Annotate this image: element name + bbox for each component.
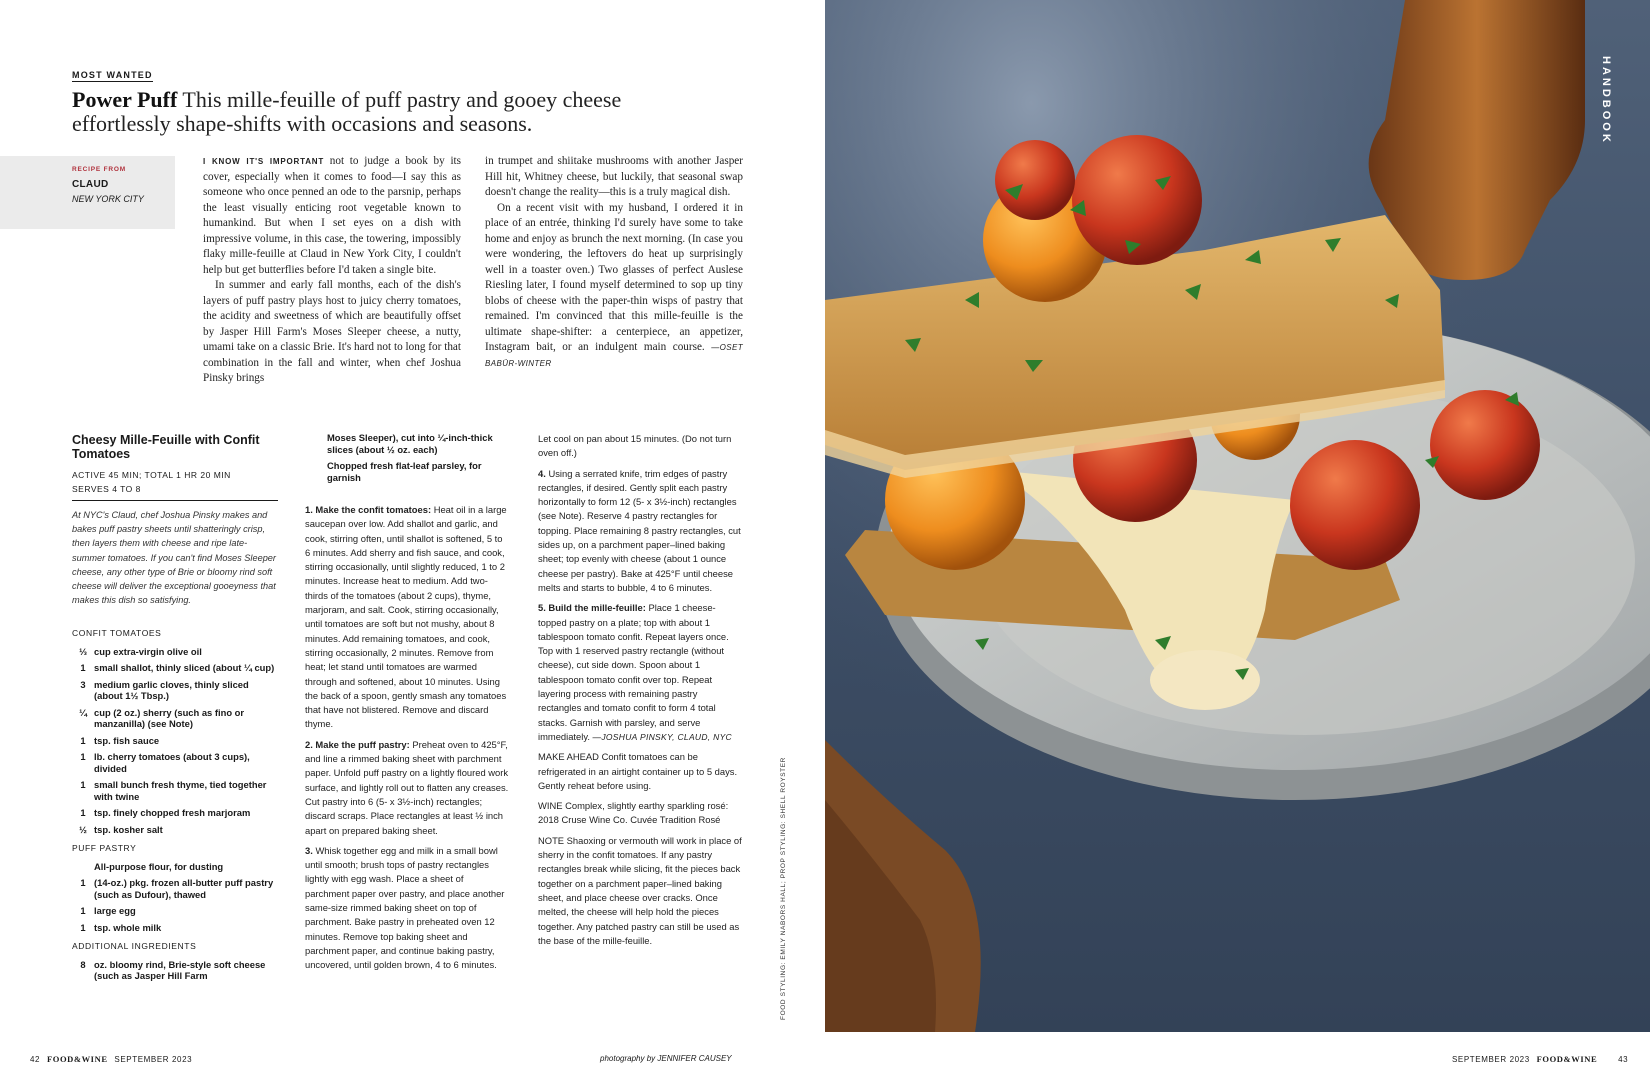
ingredient-text: Chopped fresh flat-leaf parsley, for garnish	[327, 460, 482, 483]
ingredient-quantity: 1	[80, 734, 86, 746]
ingredient-text: tsp. whole milk	[94, 921, 162, 933]
recipe-step: Let cool on pan about 15 minutes. (Do not turn oven off.)	[538, 433, 732, 459]
food-photo	[825, 0, 1650, 1032]
ingredient-text: cup extra-virgin olive oil	[94, 645, 202, 657]
magazine-logo: FOOD&WINE	[1536, 1054, 1598, 1064]
recipe-step: 1. Make the confit tomatoes: Heat oil in a large saucepan over low. Add shallot and garlic, and cook, stirring often, until shallot is softened, 5 to 6 minutes. Add sherry and fish sauce, and cook, stirring occasionally, until slightly reduced, 1 to 2 minutes. Increase heat to medium. Add two-thirds of the tomatoes (about 2 cups), thyme, marjoram, and salt. Cook, stirring occasionally, until tomatoes are soft but not mushy, about 8 minutes. Add remaining tomatoes, and cook, stirring occasionally, 2 minutes. Remove from heat; let stand until tomatoes are warmed through and softened, about 10 minutes. Using the back of a spoon, gently smash any tomatoes that have not blistered. Remove and discard thyme.	[305, 504, 507, 730]
ingredient-quantity: 1	[80, 751, 86, 762]
ingredient-row	[72, 905, 278, 917]
ingredient-text: cup (2 oz.) sherry (such as fino or manzanilla) (see Note)	[94, 706, 245, 729]
ingredient-text: tsp. kosher salt	[94, 823, 163, 835]
ingredient-row	[72, 807, 278, 819]
ingredient-quantity: 1	[80, 905, 86, 916]
ingredient-text: oz. bloomy rind, Brie-style soft cheese (such as Jasper Hill Farm	[94, 958, 266, 981]
mille-feuille-illustration	[825, 0, 1650, 1032]
ingredient-row	[72, 824, 278, 836]
ingredient-text: small bunch fresh thyme, tied together with twine	[94, 779, 267, 802]
recipe-divider	[72, 500, 278, 501]
article-column-1	[203, 154, 461, 387]
stylist-credit: FOOD STYLING: EMILY NABORS HALL; PROP STYLING: SHELL ROYSTER	[780, 757, 787, 1020]
ingredient-row	[72, 877, 278, 900]
ingredient-row	[72, 662, 278, 674]
article-column-2	[485, 154, 743, 371]
ingredient-row	[72, 751, 278, 774]
recipe-title: Cheesy Mille-Feuille with Confit Tomatoes	[72, 433, 260, 461]
ingredients-continued	[305, 432, 495, 488]
folio-right	[1452, 1054, 1628, 1064]
ingredient-quantity: 1	[80, 779, 86, 790]
ingredient-list-confit	[72, 646, 278, 836]
headline-dek: This mille-feuille of puff pastry and gooey cheese effortlessly shape-shifts with occasions and seasons.	[72, 87, 622, 136]
ingredient-quantity	[305, 432, 327, 455]
ingredient-text: Moses Sleeper), cut into ¼-inch-thick slices (about ½ oz. each)	[327, 432, 493, 455]
source-restaurant: CLAUD	[72, 179, 109, 190]
ingredient-text: small shallot, thinly sliced (about ¼ cup)	[94, 662, 275, 673]
ingredient-quantity: 1	[80, 921, 86, 933]
article-paragraph: In summer and early fall months, each of the dish's layers of puff pastry plays host to juicy cherry tomatoes, the acidity and sweetness of which are beautifully offset by Jasper Hill Farm's Moses Sleeper cheese, a nutty, umami take on a classic Brie. It's hard not to long for that combination in the fall and winter, when chef Joshua Pinsky brings	[203, 279, 461, 384]
ingredient-quantity	[72, 861, 94, 873]
steps-column-3	[538, 432, 742, 954]
ingredient-quantity: 8	[80, 958, 86, 970]
recipe-step: 5. Build the mille-feuille: Place 1 cheese-topped pastry on a plate; top with about 1 tablespoon tomato confit. Repeat layers once. Top with 1 reserved pastry rectangle (without cheese), cut side down. Spoon about 1 tablespoon tomato confit over top. Repeat layering process with remaining pastry rectangles and tomato confit to form 4 total stacks. Garnish with parsley, and serve immediately. —JOSHUA PINSKY, CLAUD, NYC	[538, 602, 732, 742]
ingredient-quantity: 1	[80, 807, 86, 818]
ingredient-list-puff	[72, 861, 278, 934]
magazine-logo: FOOD&WINE	[46, 1054, 108, 1064]
ingredient-row	[72, 646, 278, 658]
source-city: NEW YORK CITY	[72, 194, 144, 204]
ingredient-row	[72, 679, 278, 702]
headline-title: Power Puff	[72, 87, 178, 112]
ingredient-row	[305, 432, 495, 455]
article-byline: —OSET BABÜR-WINTER	[485, 343, 744, 368]
ingredient-quantity: ⅓	[79, 645, 87, 657]
page-number: 43	[1618, 1055, 1629, 1064]
ingredient-quantity	[305, 460, 327, 483]
ingredient-list-additional	[72, 959, 278, 982]
issue-date: SEPTEMBER 2023	[1452, 1055, 1530, 1064]
recipe-credit: —JOSHUA PINSKY, CLAUD, NYC	[592, 731, 732, 742]
issue-date: SEPTEMBER 2023	[114, 1055, 193, 1064]
recipe-step: 2. Make the puff pastry: Preheat oven to 425°F, and line a rimmed baking sheet with parchment paper. Unfold puff pastry on a lightly floured work surface, and lightly roll out to flatten any creases. Cut pastry into 6 (5- x 3½-inch) rectangles; discard scraps. Place rectangles at least ½ inch apart on prepared baking sheet.	[305, 738, 509, 836]
ingredient-row	[72, 922, 278, 934]
ingredient-section-heading: CONFIT TOMATOES	[72, 628, 162, 638]
ingredient-row	[305, 460, 495, 483]
recipe-step: 3. Whisk together egg and milk in a small bowl until smooth; brush tops of pastry rectangles lightly with egg wash. Place a sheet of parchment paper over pastry, and place another same-size rimmed baking sheet on top of parchment. Bake pastry in preheated oven 12 minutes. Remove top baking sheet and parchment paper, and continue baking pastry, uncovered, until golden brown, 4 to 6 minutes.	[305, 844, 505, 971]
ingredient-quantity: ½	[79, 823, 87, 835]
article-lead-in: I KNOW IT'S IMPORTANT	[203, 157, 325, 166]
folio-left	[30, 1054, 192, 1064]
recipe-intro: At NYC's Claud, chef Joshua Pinsky makes and bakes puff pastry sheets until shatteringly crisp, then layers them with cheese and ripe late-summer tomatoes. If you can't find Moses Sleeper cheese, any other type of Brie or bloomy rind soft cheese will deliver the exceptional gooeyness that makes this dish so satisfying.	[72, 510, 276, 606]
recipe-source-box	[0, 156, 175, 229]
article-paragraph: I KNOW IT'S IMPORTANT not to judge a book by its cover, especially when it comes to food—I say this as someone who once penned an ode to the parsnip, perhaps the least visually enticing root vegetable known to humankind. But when I set eyes on a dish with impressive volume, in this case, the towering, impossibly flaky mille-feuille at Claud in New York City, I couldn't help but get butterflies before I'd taken a single bite.	[203, 155, 462, 276]
article-headline	[72, 88, 712, 136]
ingredient-quantity: 1	[80, 662, 86, 673]
recipe-time: ACTIVE 45 MIN; TOTAL 1 HR 20 MIN	[72, 470, 231, 480]
ingredient-text: tsp. finely chopped fresh marjoram	[94, 807, 251, 818]
article-paragraph: in trumpet and shiitake mushrooms with another Jasper Hill hit, Whitney cheese, but luckily, that seasonal swap doesn't change the reality—this is a truly magical dish.	[485, 155, 743, 198]
ingredient-quantity: 3	[80, 678, 86, 690]
ingredient-text: large egg	[94, 905, 136, 916]
ingredient-row	[72, 861, 278, 873]
article-paragraph: On a recent visit with my husband, I ordered it in place of an entrée, thinking I'd surely have some to take home and enjoy as brunch the next morning. (In case you were wondering, the leftovers do heat up surprisingly well in a toaster oven.) Two glasses of perfect Auslese Riesling later, I found myself determined to sop up tiny blobs of cheese with the paper-thin wisps of pastry that remained. I'm convinced that this mille-feuille is the ultimate shape-shifter: a centerpiece, an appetizer, Instagram bait, or an indulgent main course. —OSET BABÜR-WINTER	[485, 201, 744, 368]
section-kicker: MOST WANTED	[72, 70, 153, 80]
ingredient-section-heading: PUFF PASTRY	[72, 843, 137, 853]
steps-column-2	[305, 503, 509, 979]
ingredient-row	[72, 707, 278, 730]
ingredient-text: lb. cherry tomatoes (about 3 cups), divided	[94, 751, 250, 774]
source-label: RECIPE FROM	[72, 166, 126, 173]
wine-note: WINE Complex, slightly earthy sparkling rosé: 2018 Cruse Wine Co. Cuvée Tradition Rosé	[538, 800, 729, 826]
ingredient-row	[72, 735, 278, 747]
section-tab: HANDBOOK	[1600, 56, 1612, 145]
make-ahead-note: MAKE AHEAD Confit tomatoes can be refrigerated in an airtight container up to 5 days. Gently reheat before using.	[538, 751, 738, 791]
ingredient-quantity: 1	[80, 877, 86, 888]
recipe-meta	[72, 468, 231, 496]
ingredient-row	[72, 959, 278, 982]
recipe-step: 4. Using a serrated knife, trim edges of pastry rectangles, if desired. Gently split each pastry horizontally to form 12 (5- x 3½-inch) rectangles (see Note). Reserve 4 pastry rectangles for topping. Place remaining 8 pastry rectangles, cut sides up, on a parchment paper–lined baking sheet; top evenly with cheese (about 1 ounce cheese per pastry). Bake at 425°F until cheese melts and starts to bubble, 4 to 6 minutes.	[538, 467, 741, 593]
ingredient-section-heading: ADDITIONAL INGREDIENTS	[72, 941, 197, 951]
recipe-serves: SERVES 4 TO 8	[72, 484, 141, 494]
ingredient-quantity: ¼	[79, 706, 87, 718]
ingredients-column	[72, 628, 278, 987]
ingredient-text: tsp. fish sauce	[94, 734, 160, 746]
ingredient-text: All-purpose flour, for dusting	[94, 860, 224, 872]
ingredient-text: (14-oz.) pkg. frozen all-butter puff pastry (such as Dufour), thawed	[94, 877, 274, 900]
ingredient-row	[72, 779, 278, 802]
page-number: 42	[30, 1055, 41, 1064]
ingredient-text: medium garlic cloves, thinly sliced (about 1½ Tbsp.)	[94, 678, 249, 701]
photo-credit: photography by JENNIFER CAUSEY	[600, 1054, 732, 1063]
recipe-note: NOTE Shaoxing or vermouth will work in place of sherry in the confit tomatoes. If any pastry rectangles break while slicing, fit the pieces back together on a parchment paper–lined baking sheet, and place cheese over cracks. Once melted, the cheese will help hold the pieces together. Any patched pastry can still be used as the base of the mille-feuille.	[538, 834, 742, 946]
